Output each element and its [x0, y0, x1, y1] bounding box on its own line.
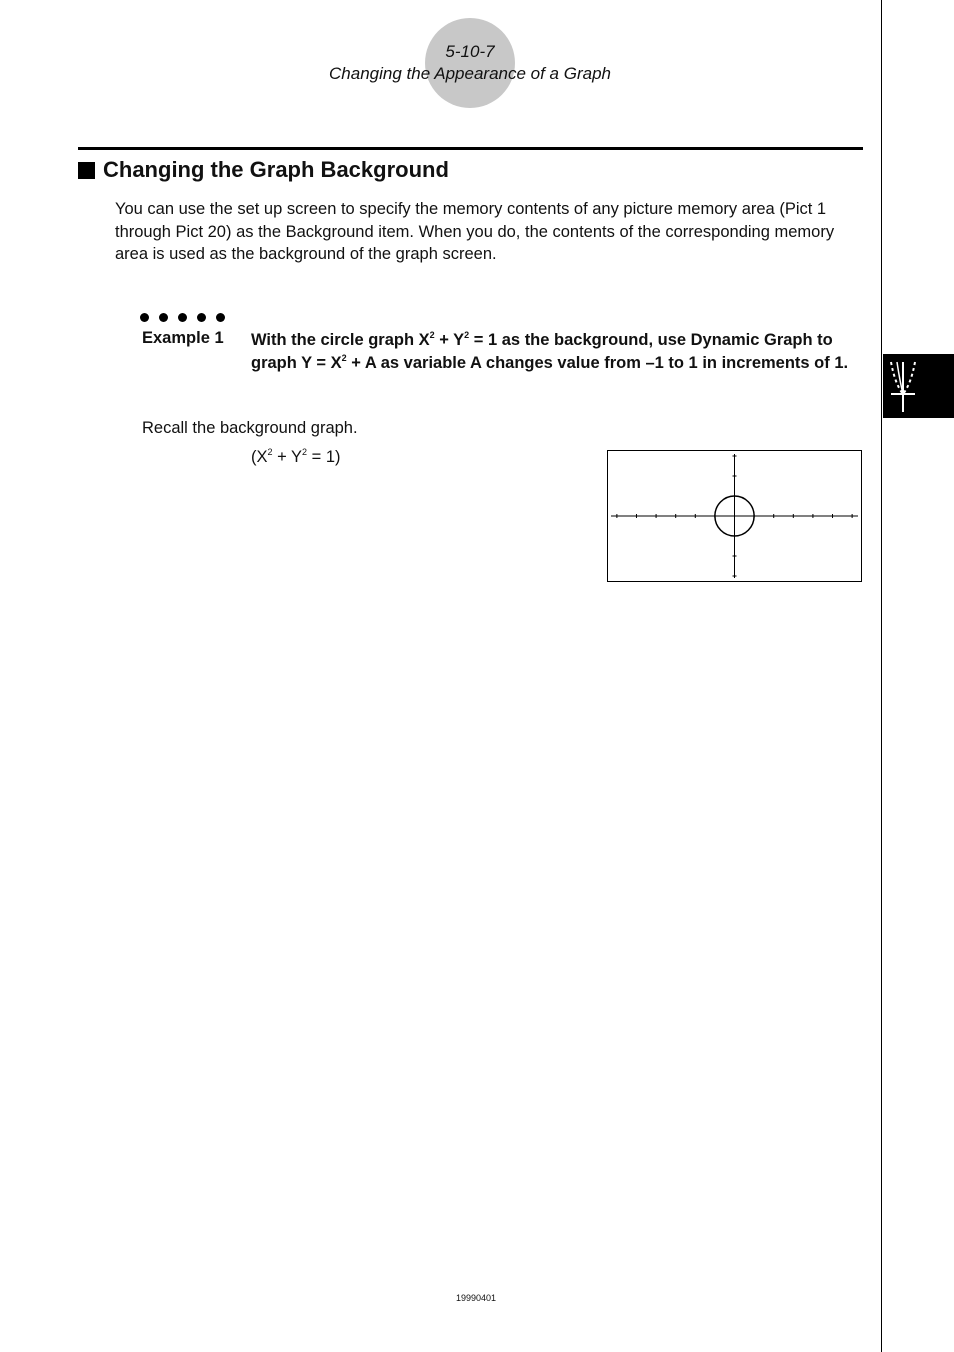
- superscript: 2: [464, 330, 470, 340]
- section-bullet-icon: [78, 162, 95, 179]
- example-text-part: = 1 as the background, use Dynamic Graph to graph Y = X: [251, 331, 833, 372]
- right-margin-rule: [881, 0, 882, 1352]
- page-subtitle: Changing the Appearance of a Graph: [329, 64, 611, 83]
- formula-part: = 1): [307, 448, 341, 466]
- superscript: 2: [267, 447, 273, 457]
- example-text: [251, 329, 861, 374]
- superscript: 2: [302, 447, 308, 457]
- section-title: Changing the Graph Background: [103, 157, 449, 182]
- page-number: 5-10-7: [445, 42, 495, 61]
- graph-mode-icon: [883, 354, 954, 418]
- formula-part: + Y: [272, 448, 303, 466]
- page-number-badge: [425, 18, 515, 108]
- background-formula: [251, 448, 341, 467]
- dot-icon: [216, 313, 225, 322]
- dot-icon: [178, 313, 187, 322]
- example-text-part: With the circle graph X: [251, 331, 430, 349]
- recall-instruction: Recall the background graph.: [142, 419, 358, 437]
- superscript: 2: [341, 352, 347, 363]
- intro-paragraph: You can use the set up screen to specify the memory contents of any picture memory area (Pict 1 through Pict 20) as the Background item. When you do, the contents of the corresponding memory area is used as the background of the graph screen.: [115, 200, 835, 263]
- example-text-part: + Y: [434, 331, 465, 349]
- section-divider: [78, 147, 863, 150]
- superscript: 2: [429, 330, 435, 340]
- example-text-part: + A as variable A changes value from –1 to 1 in increments of 1.: [346, 353, 849, 372]
- dot-icon: [159, 313, 168, 322]
- calculator-screen: [607, 450, 862, 582]
- dot-icon: [140, 313, 149, 322]
- example-label: Example 1: [142, 329, 224, 347]
- dot-icon: [197, 313, 206, 322]
- example-dots: [140, 309, 235, 325]
- footer-code: 19990401: [455, 1293, 497, 1303]
- chapter-tab: [883, 354, 954, 418]
- formula-part: (X: [251, 448, 268, 466]
